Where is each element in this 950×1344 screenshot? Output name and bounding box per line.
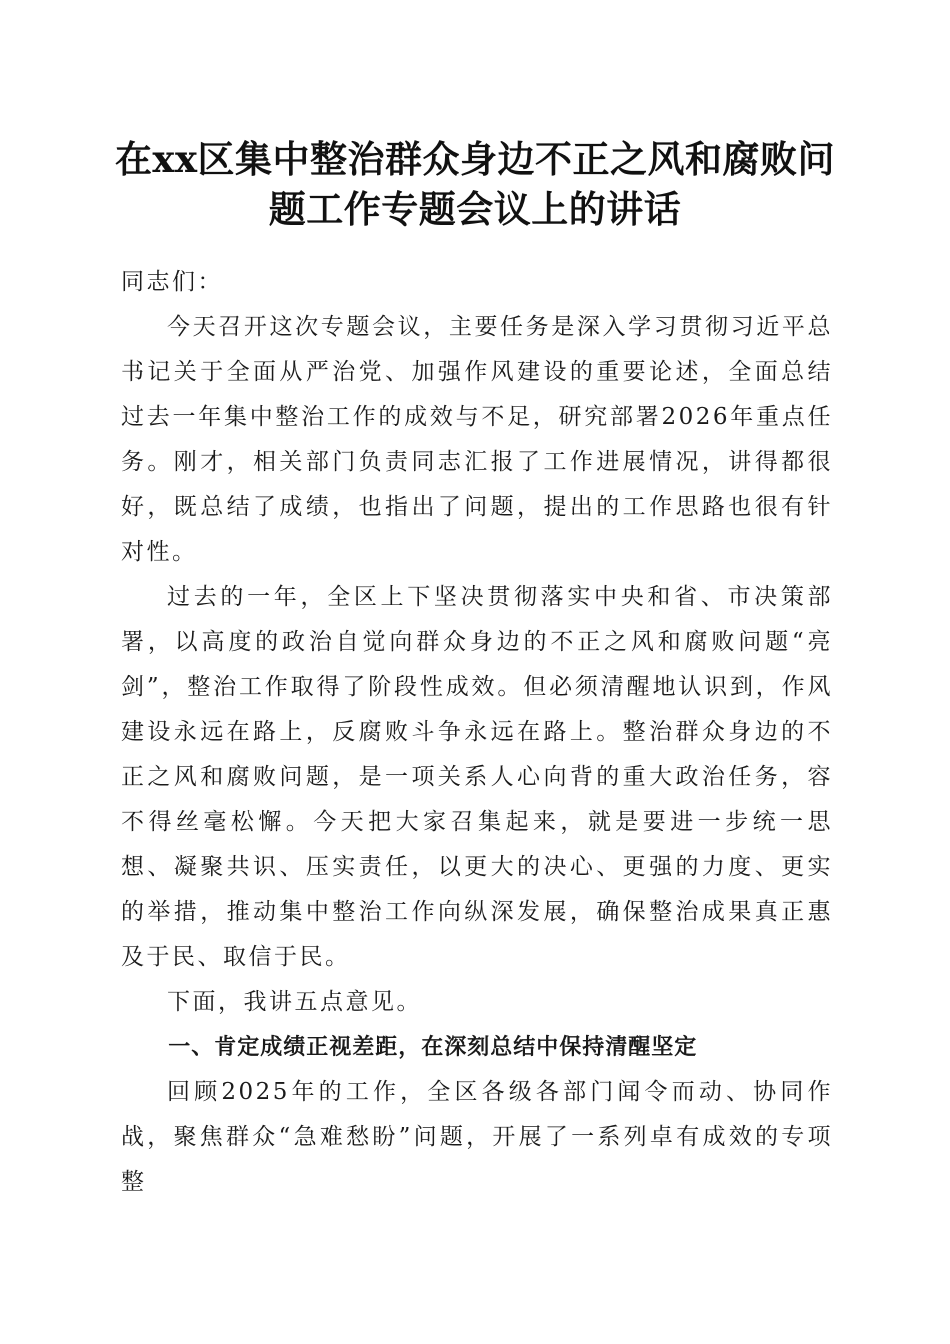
paragraph-review: 过去的一年，全区上下坚决贯彻落实中央和省、市决策部署，以高度的政治自觉向群众身边的不正之风和腐败问题“亮剑”，整治工作取得了阶段性成效。但必须清醒地认识到，作风建设永远在路上，反腐败斗争永远在路上。整治群众身边的不正之风和腐败问题，是一项关系人心向背的重大政治任务，容不得丝毫松懈。今天把大家召集起来，就是要进一步统一思想、凝聚共识、压实责任，以更大的决心、更强的力度、更实的举措，推动集中整治工作向纵深发展，确保整治成果真正惠及于民、取信于民。 [121,584,833,970]
document-title: 在xx区集中整治群众身边不正之风和腐败问题工作专题会议上的讲话 [114,137,836,231]
document-body [121,260,833,1205]
salutation: 同志们： [121,269,223,295]
paragraph-intro: 今天召开这次专题会议，主要任务是深入学习贯彻习近平总书记关于全面从严治党、加强作风建设的重要论述，全面总结过去一年集中整治工作的成效与不足，研究部署2026年重点任务。刚才，相关部门负责同志汇报了工作进展情况，讲得都很好，既总结了成绩，也指出了问题，提出的工作思路也很有针对性。 [121,314,833,565]
section-paragraph: 回顾2025年的工作，全区各级各部门闻令而动、协同作战，聚焦群众“急难愁盼”问题，开展了一系列卓有成效的专项整 [121,1079,833,1195]
paragraph-transition: 下面，我讲五点意见。 [167,989,422,1015]
section-heading: 一、肯定成绩正视差距，在深刻总结中保持清醒坚定 [168,1035,698,1060]
